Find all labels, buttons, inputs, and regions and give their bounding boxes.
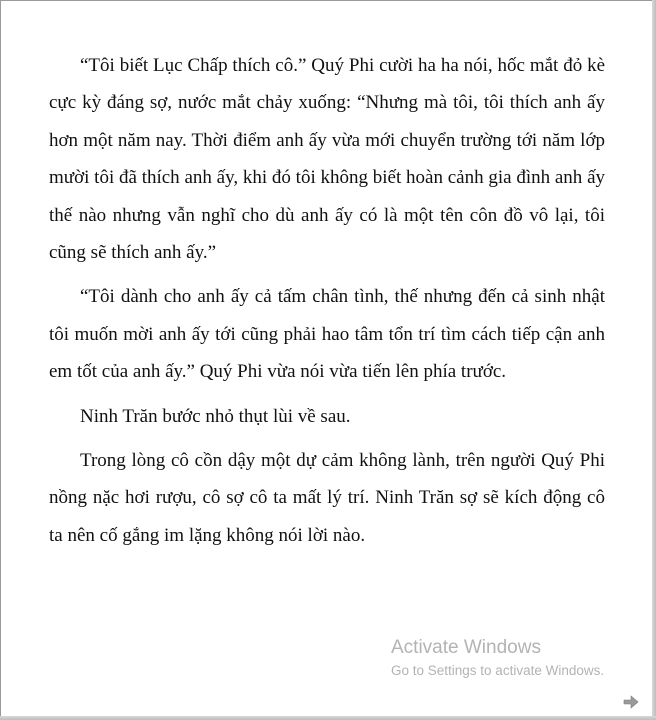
window-bottom-border [0,716,656,720]
window-right-border [652,0,656,720]
activate-windows-watermark [391,636,604,682]
watermark-subtitle: Go to Settings to activate Windows. [391,663,605,678]
paragraph-1: “Tôi biết Lục Chấp thích cô.” Quý Phi cười ha ha nói, hốc mắt đỏ kè cực kỳ đáng sợ, nước mắt chảy xuống: “Nhưng mà tôi, tôi thích anh ấy hơn một năm nay. Thời điểm anh ấy vừa mới chuyển trường tới năm lớp mười tôi đã thích anh ấy, khi đó tôi không biết hoàn cảnh gia đình anh ấy thế nào nhưng vẫn nghĩ cho dù anh ấy có là một tên côn đồ vô lại, tôi cũng sẽ thích anh ấy.” [49,55,605,264]
watermark-title: Activate Windows [391,637,541,658]
paragraph-3: Ninh Trăn bước nhỏ thụt lùi về sau. [80,405,351,427]
paragraph-2: “Tôi dành cho anh ấy cả tấm chân tình, thế nhưng đến cả sinh nhật tôi muốn mời anh ấy tới cũng phải hao tâm tổn trí tìm cách tiếp cận anh em tốt của anh ấy.” Quý Phi vừa nói vừa tiến lên phía trước. [49,286,605,383]
paragraph-4: Trong lòng cô cồn dậy một dự cảm không lành, trên người Quý Phi nồng nặc hơi rượu, cô sợ cô ta mất lý trí. Ninh Trăn sợ sẽ kích động cô ta nên cố gắng im lặng không nói lời nào. [49,450,605,546]
arrow-right-icon[interactable] [623,695,639,709]
document-page [49,47,605,561]
